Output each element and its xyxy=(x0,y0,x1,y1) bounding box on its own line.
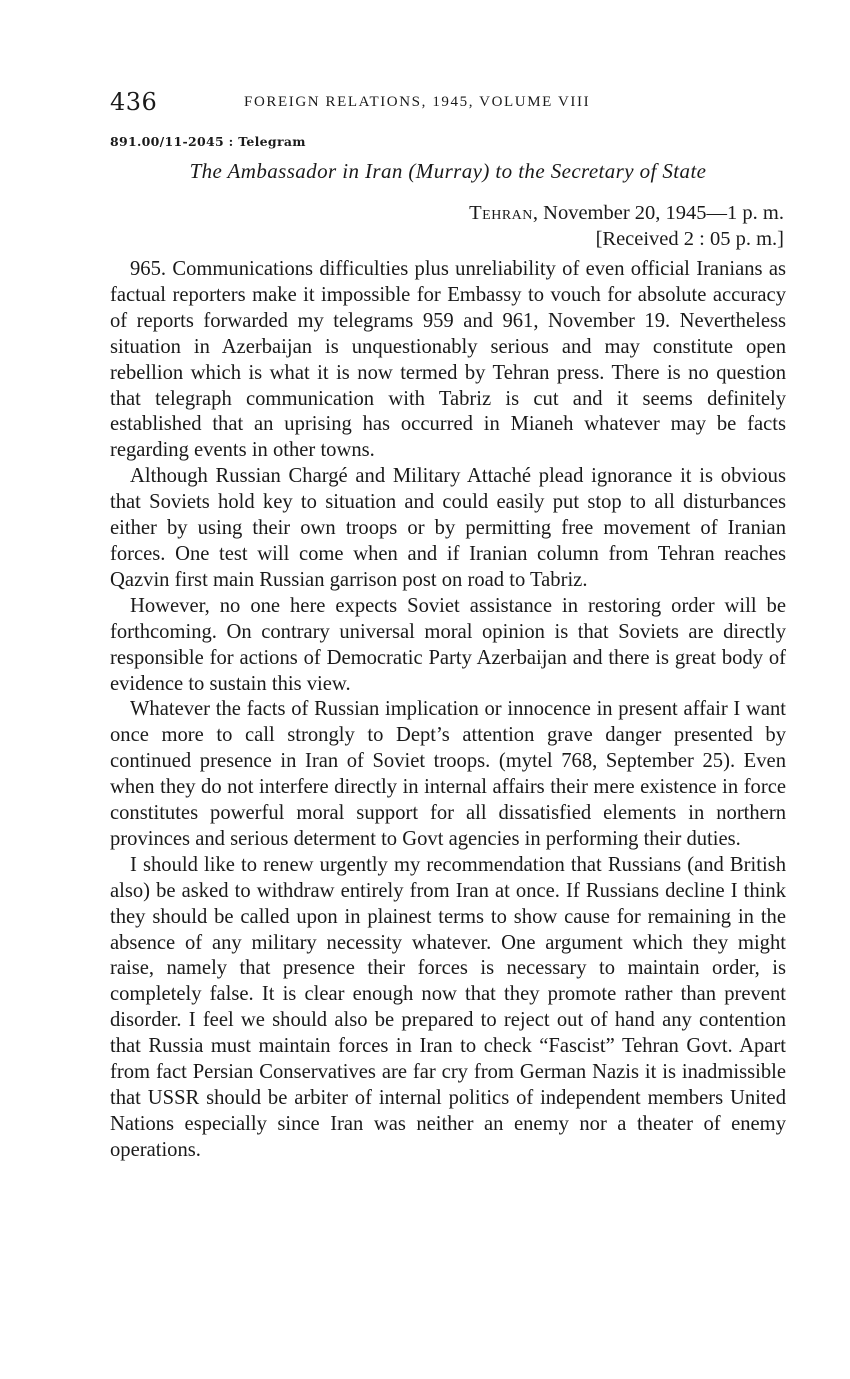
sent-line xyxy=(469,200,784,226)
running-head xyxy=(110,86,790,118)
document-title: The Ambassador in Iran (Murray) to the Secretary of State xyxy=(189,159,707,183)
paragraph: 965. Communications difficulties plus unreliability of even official Iranians as factual reporters make it impossible for Embassy to vouch for absolute accuracy of reports forwarded my telegrams 959 and 961, November 19. Nevertheless situation in Azerbaijan is unquestionably serious and may constitute open rebellion which is what it is now termed by Tehran press. There is no question that telegraph communication with Tabriz is cut and it seems definitely established that an uprising has occurred in Mianeh whatever may be facts regarding events in other towns. xyxy=(110,258,786,462)
received-line: [Received 2 : 05 p. m.] xyxy=(595,228,784,250)
paragraph: Whatever the facts of Russian implication or innocence in present affair I want once more to call strongly to Dept’s attention grave danger presented by continued presence in Iran of Soviet troops. (mytel 768, September 25). Even when they do not interfere directly in internal affairs their mere existence in force constitutes powerful moral support for all dissatisfied elements in northern provinces and serious determent to Govt agencies in performing their duties. xyxy=(110,698,786,850)
telegram-body xyxy=(110,257,786,1164)
paragraph: I should like to renew urgently my recommendation that Russians (and British also) be asked to withdraw entirely from Iran at once. If Russians decline I think they should be called upon in plainest terms to show cause for remaining in the absence of any military necessity whatever. One argument which they might raise, namely that presence their forces is necessary to maintain order, is completely false. It is clear enough now that they promote rather than prevent disorder. I feel we should also be prepared to reject out of hand any contention that Russia must maintain forces in Iran to check “Fascist” Tehran Govt. Apart from fact Persian Conservatives are far cry from German Nazis it is inadmissible that USSR should be arbiter of internal politics of independent members United Nations especially since Iran was neither an enemy nor a theater of enemy operations. xyxy=(110,853,786,1161)
running-title: FOREIGN RELATIONS, 1945, VOLUME VIII xyxy=(244,94,591,110)
sent-date: , November 20, 1945—1 p. m. xyxy=(532,202,784,224)
place-name: Tehran xyxy=(469,202,533,224)
page-number: 436 xyxy=(110,88,158,116)
dateline xyxy=(469,200,784,252)
paragraph: Although Russian Chargé and Military Attaché plead ignorance it is obvious that Soviets hold key to situation and could easily put stop to all disturbances either by using their own troops or by permitting free movement of Iranian forces. One test will come when and if Iranian column from Tehran reaches Qazvin first main Russian garrison post on road to Tabriz. xyxy=(110,465,786,591)
file-reference: 891.00/11-2045 : Telegram xyxy=(110,134,306,149)
paragraph: However, no one here expects Soviet assistance in restoring order will be forthcoming. On contrary universal moral opinion is that Soviets are directly responsible for actions of Democratic Party Azerbaijan and there is great body of evidence to sustain this view. xyxy=(110,594,786,695)
